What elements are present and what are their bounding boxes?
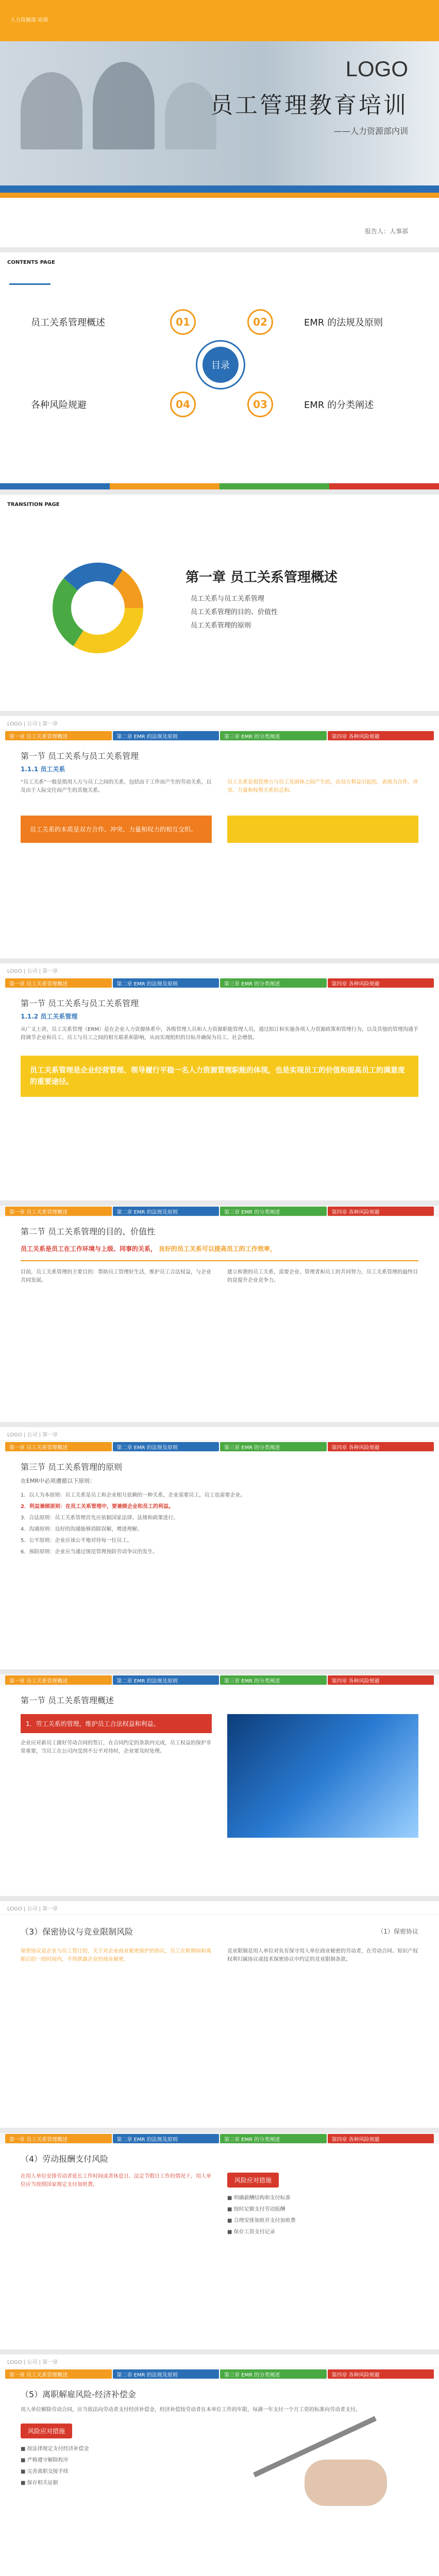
hero-photo (227, 1714, 418, 1838)
cover-person-shape (93, 62, 155, 149)
section-paragraph: 保密协议是企业与员工签订的，关于对企业商业秘密保护的协议，员工在职期间和离职后的一段时间内，不得泄露企业的商业秘密。 (21, 1948, 211, 1962)
contents-center-circle (196, 340, 245, 389)
page-topbar (0, 2354, 439, 2368)
contents-num-01: 01 (170, 309, 196, 335)
cover-blue-stripe (0, 185, 439, 193)
highlight-box: 员工关系的本质是双方合作、冲突、力量和权力的相互交织。 (21, 816, 212, 843)
transition-bullet-3: 员工关系管理的原则 (191, 622, 251, 630)
principle-item: 3．合法原则：员工关系管理首先应依据国家法律、法规和政策进行。 (21, 1515, 179, 1521)
section-heading: （3）保密协议与竞业限制风险 (21, 1927, 133, 1937)
slide-s1 (0, 716, 439, 958)
risk-label: 风险应对措施 (227, 2173, 279, 2188)
page-label: LOGO | 公司 | 第一章 (7, 2359, 58, 2365)
chapter-tabs (0, 1674, 439, 1686)
contents-num-02: 02 (247, 309, 273, 335)
tab-chapter-1[interactable]: 第一章 员工关系管理概述 (5, 1442, 112, 1451)
tab-chapter-1[interactable]: 第一章 员工关系管理概述 (5, 1207, 112, 1216)
page-topbar (0, 1901, 439, 1915)
transition-chapter: 第一章 员工关系管理概述 (185, 570, 338, 585)
tab-chapter-2[interactable]: 第二章 EMR 的法规及原则 (113, 2369, 220, 2379)
tab-chapter-3[interactable]: 第三章 EMR 的分类阐述 (220, 2134, 327, 2143)
section-heading: （5）离职解雇风险-经济补偿金 (21, 2389, 136, 2399)
risk-item: ■ 按法律规定支付经济补偿金 (21, 2446, 89, 2452)
cover-subtitle: ——人力资源部内训 (333, 126, 408, 136)
transition-bullet-2: 员工关系管理的目的、价值性 (191, 608, 278, 616)
right-label: （1）保密协议 (377, 1928, 418, 1935)
divider (21, 1260, 418, 1261)
section-heading: 第一节 员工关系与员工关系管理 (21, 751, 139, 761)
tab-chapter-3[interactable]: 第三章 EMR 的分类阐述 (220, 978, 327, 988)
lead-text-2: 良好的员工关系可以提高员工的工作效率， (158, 1245, 276, 1252)
chapter-tabs (0, 1441, 439, 1452)
cover-orange-stripe (0, 193, 439, 198)
tab-chapter-3[interactable]: 第三章 EMR 的分类阐述 (220, 2369, 327, 2379)
slide-s7 (0, 2133, 439, 2349)
tab-chapter-1[interactable]: 第一章 员工关系管理概述 (5, 1675, 112, 1685)
principle-item: 6．预防原则：企业应当通过规范管理预防劳动争议的发生。 (21, 1549, 158, 1555)
page-topbar (0, 716, 439, 730)
slide-s4 (0, 1427, 439, 1669)
contents-item-3[interactable]: EMR 的分类阐述 (304, 400, 374, 411)
section-sub: 1.1.2 员工关系管理 (21, 1013, 78, 1020)
section-paragraph: 建立和谐的员工关系，需要企业、管理者和员工的共同努力，员工关系管理的最终目的是提升企业竞争力。 (227, 1269, 418, 1283)
tab-chapter-2[interactable]: 第二章 EMR 的法规及原则 (113, 1207, 220, 1216)
tab-chapter-3[interactable]: 第三章 EMR 的分类阐述 (220, 1207, 327, 1216)
tab-chapter-1[interactable]: 第一章 员工关系管理概述 (5, 731, 112, 740)
tab-chapter-2[interactable]: 第二章 EMR 的法规及原则 (113, 2134, 220, 2143)
section-paragraph: 员工关系是指管理方与员工及团体之间产生的，由双方利益引起的，表现为合作、冲突、力量和权利关系的总和。 (227, 779, 418, 793)
highlight-box-2 (227, 816, 418, 843)
contents-bottom-band (0, 483, 439, 489)
tab-chapter-4[interactable]: 第四章 各种风险规避 (328, 731, 434, 740)
chapter-tabs (0, 977, 439, 989)
chapter-tabs (0, 730, 439, 741)
chapter-tabs (0, 1206, 439, 1217)
contents-num-04: 04 (170, 392, 196, 417)
tab-chapter-1[interactable]: 第一章 员工关系管理概述 (5, 2134, 112, 2143)
slide-transition (0, 495, 439, 711)
transition-label: TRANSITION PAGE (7, 502, 60, 507)
section-paragraph: 用人单位解除劳动合同，应当依法向劳动者支付经济补偿金，经济补偿按劳动者在本单位工作的年限，每满一年支付一个月工资的标准向劳动者支付。 (21, 2407, 361, 2413)
tab-chapter-4[interactable]: 第四章 各种风险规避 (328, 2134, 434, 2143)
tab-chapter-3[interactable]: 第三章 EMR 的分类阐述 (220, 1442, 327, 1451)
principle-item: 4．沟通原则：良好的沟通能够消除误解，增进理解。 (21, 1527, 143, 1532)
principle-item: 1．以人为本原则：员工关系是员工和企业相互依赖的一种关系，企业需要员工，员工也需要企业。 (21, 1493, 246, 1498)
tab-chapter-2[interactable]: 第二章 EMR 的法规及原则 (113, 1675, 220, 1685)
slide-s2 (0, 963, 439, 1200)
slide-cover (0, 0, 439, 247)
page-topbar (0, 963, 439, 977)
slide-contents (0, 252, 439, 489)
tab-chapter-2[interactable]: 第二章 EMR 的法规及原则 (113, 978, 220, 988)
risk-item: ■ 保存相关证据 (21, 2480, 58, 2486)
section-paragraph: 在用人单位安排劳动者延长工作时间或者休息日、法定节假日工作的情况下，用人单位应当按照国家规定支付加班费。 (21, 2174, 211, 2188)
tab-chapter-3[interactable]: 第三章 EMR 的分类阐述 (220, 731, 327, 740)
slide-s8 (0, 2354, 439, 2576)
section-heading: 第一节 员工关系管理概述 (21, 1696, 114, 1705)
tab-chapter-2[interactable]: 第二章 EMR 的法规及原则 (113, 731, 220, 740)
section-paragraph: 企业应对新员工做好劳动合同的签订，在合同约定的条款内完成，员工权益的保护非常重要，当员工在公司内受到不公平对待时，企业要及时处理。 (21, 1740, 211, 1754)
pen-illustration (227, 2424, 418, 2521)
tab-chapter-3[interactable]: 第三章 EMR 的分类阐述 (220, 1675, 327, 1685)
section-heading: 第三节 员工关系管理的原则 (21, 1462, 123, 1472)
tab-chapter-4[interactable]: 第四章 各种风险规避 (328, 978, 434, 988)
red-title-box: 1．劳工关系的管理，维护员工合法权益和利益。 (21, 1714, 212, 1733)
section-heading: 第一节 员工关系与员工关系管理 (21, 998, 139, 1008)
risk-item: ■ 合理安排加班并支付加班费 (227, 2218, 296, 2224)
cover-top-band (0, 0, 439, 41)
principle-item: 5．公平原则：企业应该公平地对待每一位员工。 (21, 1538, 132, 1544)
cover-small-note: 人力资源部 培训 (10, 18, 48, 23)
cover-presenter: 报告人：人事部 (364, 228, 408, 235)
contents-item-4[interactable]: 各种风险规避 (31, 400, 87, 411)
chapter-tabs (0, 2133, 439, 2144)
tab-chapter-4[interactable]: 第四章 各种风险规避 (328, 1442, 434, 1451)
risk-item: ■ 完善离职交接手续 (21, 2469, 69, 2475)
section-sub: 1.1.1 员工关系 (21, 766, 65, 773)
contents-item-1[interactable]: 员工关系管理概述 (31, 317, 105, 328)
slide-s5 (0, 1674, 439, 1896)
section-paragraph: 竞业限制是用人单位对负有保守用人单位商业秘密的劳动者，在劳动合同、知识产权权利归属协议或技术保密协议中约定的竞业限制条款。 (227, 1948, 418, 1962)
section-paragraph: 目前，员工关系管理的主要目的：帮助员工管理好生活，维护员工合法权益，与企业共同发展。 (21, 1269, 211, 1283)
tab-chapter-1[interactable]: 第一章 员工关系管理概述 (5, 2369, 112, 2379)
highlight-box: 员工关系管理是企业经营管理、领导履行平稳一名人力资源管理职能的体现，也是实现员工的价值和提高员工的满意度的重要途径。 (21, 1056, 418, 1097)
page-label: LOGO | 公司 | 第一章 (7, 1432, 58, 1438)
cover-person-shape (165, 82, 216, 149)
contents-label: CONTENTS PAGE (7, 260, 55, 265)
risk-item: ■ 严格遵守解除程序 (21, 2458, 69, 2463)
transition-donut (46, 556, 149, 659)
risk-item: ■ 按时足额支付劳动报酬 (227, 2207, 285, 2212)
cover-title: 员工管理教育培训 (210, 92, 408, 118)
principle-item: 2．利益兼顾原则：在员工关系管理中，要兼顾企业和员工的利益。 (21, 1504, 174, 1510)
contents-num-03: 03 (247, 392, 273, 417)
section-heading: 第二节 员工关系管理的目的、价值性 (21, 1227, 156, 1236)
chapter-tabs (0, 2368, 439, 2380)
lead-text: 员工关系是员工在工作环境与上级、同事的关系， (21, 1245, 157, 1252)
contents-center: 目录 (202, 347, 239, 383)
page-topbar (0, 1427, 439, 1441)
transition-bullet-1: 员工关系与员工关系管理 (191, 595, 265, 603)
cover-logo: LOGO (345, 57, 408, 81)
cover-person-shape (21, 72, 82, 149)
tab-chapter-1[interactable]: 第一章 员工关系管理概述 (5, 978, 112, 988)
risk-item: ■ 明确薪酬结构和支付标准 (227, 2195, 291, 2201)
tab-chapter-2[interactable]: 第二章 EMR 的法规及原则 (113, 1442, 220, 1451)
contents-item-2[interactable]: EMR 的法规及原则 (304, 317, 383, 328)
tab-chapter-4[interactable]: 第四章 各种风险规避 (328, 2369, 434, 2379)
risk-label: 风险应对措施 (21, 2424, 72, 2438)
risk-item: ■ 保存工资支付记录 (227, 2229, 275, 2235)
tab-chapter-4[interactable]: 第四章 各种风险规避 (328, 1207, 434, 1216)
tab-chapter-4[interactable]: 第四章 各种风险规避 (328, 1675, 434, 1685)
page-label: LOGO | 公司 | 第一章 (7, 721, 58, 727)
section-sub: 在EMR中必须遵循以下原则： (21, 1478, 96, 1484)
section-paragraph: “员工关系”一般是指用人方与员工之间的关系，包括由于工作而产生的劳动关系，以及由于人际交往而产生的其他关系。 (21, 779, 212, 793)
hand-shape (305, 2460, 387, 2506)
slide-s3 (0, 1206, 439, 1422)
page-label: LOGO | 公司 | 第一章 (7, 968, 58, 974)
section-paragraph: 从广义上讲，员工关系管理（ERM）是在企业人力资源体系中，各级管理人员和人力资源职能管理人员，通过拟订和实施各项人力资源政策和管理行为，以及其他的管理沟通手段调节企业和员工、员工与员工之间的相互联系和影响，从而实现组织的目标并确保为员工、社会增值。 (21, 1027, 418, 1041)
contents-accent-line (9, 283, 50, 285)
page-label: LOGO | 公司 | 第一章 (7, 1906, 58, 1912)
slide-s6 (0, 1901, 439, 2128)
section-heading: （4）劳动报酬支付风险 (21, 2154, 109, 2164)
